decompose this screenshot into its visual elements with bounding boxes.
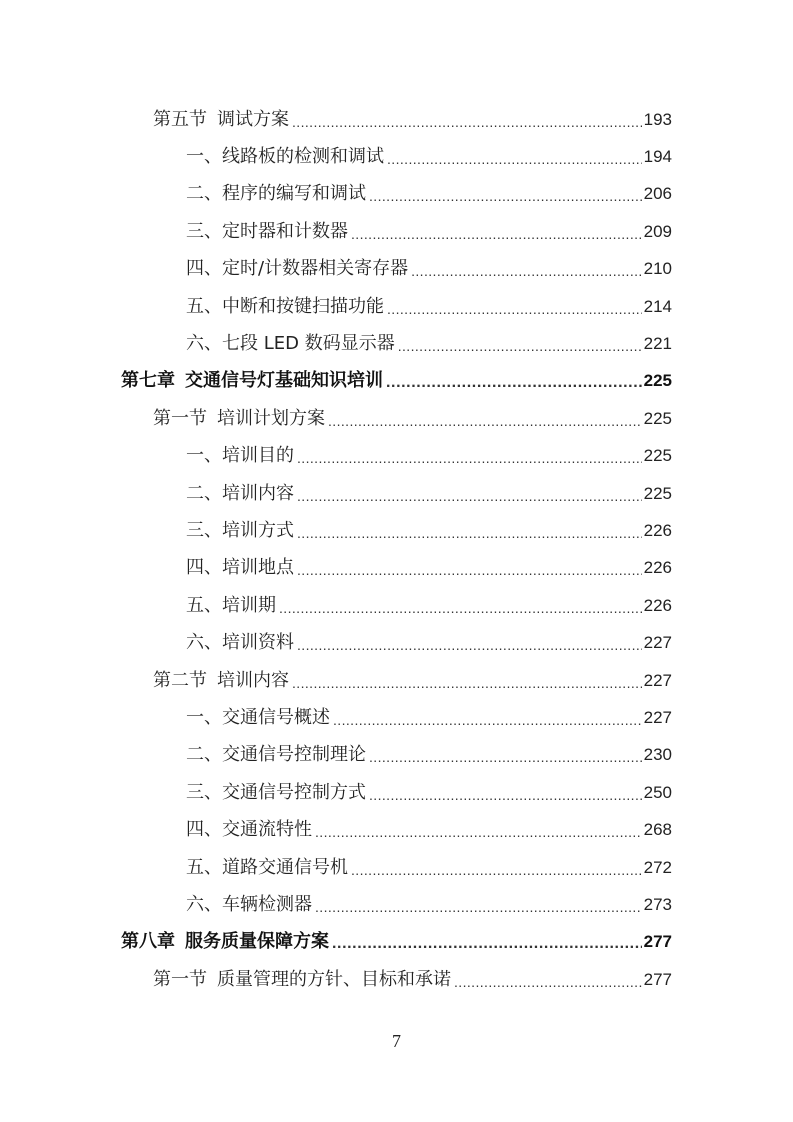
toc-dot-leader xyxy=(292,109,642,131)
toc-dot-leader xyxy=(292,670,642,692)
toc-entry-title xyxy=(186,445,294,467)
toc-entry-page: 210 xyxy=(643,259,672,279)
toc-dot-leader xyxy=(315,894,642,916)
toc-entry-text: 定时/计数器相关寄存器 xyxy=(222,258,409,280)
toc-entry-number: 第七章 xyxy=(121,370,175,392)
toc-entry-text: 培训期 xyxy=(222,594,276,616)
toc-entry-title xyxy=(186,146,384,168)
toc-entry-text: 服务质量保障方案 xyxy=(185,931,329,953)
toc-dot-leader xyxy=(387,296,642,318)
toc-dot-leader xyxy=(328,408,642,430)
toc-entry-number: 第五节 xyxy=(153,108,207,130)
toc-entry-page: 225 xyxy=(643,371,672,391)
toc-entry-page: 221 xyxy=(643,334,672,354)
toc-entry-text: 培训方式 xyxy=(222,519,294,541)
toc-dot-leader xyxy=(333,707,642,729)
toc-entry-text: 调试方案 xyxy=(217,108,289,130)
toc-entry-subsection[interactable] xyxy=(0,699,793,736)
toc-entry-number: 三、 xyxy=(186,220,222,242)
toc-entry-title xyxy=(186,296,384,318)
toc-entry-page: 227 xyxy=(643,707,672,727)
toc-entry-page: 227 xyxy=(643,670,672,690)
toc-entry-number: 六、 xyxy=(186,333,222,355)
toc-dot-leader xyxy=(279,595,642,617)
toc-entry-page: 272 xyxy=(643,857,672,877)
toc-entry-page: 226 xyxy=(643,520,672,540)
toc-entry-subsection[interactable] xyxy=(0,811,793,848)
toc-entry-page: 227 xyxy=(643,633,672,653)
toc-entry-number: 五、 xyxy=(186,856,222,878)
toc-entry-subsection[interactable] xyxy=(0,550,793,587)
toc-entry-text: 交通信号概述 xyxy=(222,706,330,728)
toc-dot-leader xyxy=(315,819,642,841)
toc-entry-title xyxy=(153,408,325,430)
toc-entry-title xyxy=(186,333,395,355)
toc-entry-page: 273 xyxy=(643,894,672,914)
toc-entry-title xyxy=(186,557,294,579)
toc-entry-title xyxy=(186,707,330,729)
toc-entry-number: 二、 xyxy=(186,482,222,504)
toc-entry-number: 三、 xyxy=(186,781,222,803)
toc-entry-title xyxy=(186,258,408,280)
toc-entry-text: 培训地点 xyxy=(222,557,294,579)
toc-entry-page: 214 xyxy=(643,296,672,316)
toc-entry-subsection[interactable] xyxy=(0,512,793,549)
toc-entry-page: 206 xyxy=(643,184,672,204)
toc-entry-number: 四、 xyxy=(186,819,222,841)
toc-entry-subsection[interactable] xyxy=(0,213,793,250)
page-number: 7 xyxy=(392,1031,401,1051)
toc-entry-title xyxy=(186,595,276,617)
toc-entry-title xyxy=(186,520,294,542)
toc-entry-number: 二、 xyxy=(186,183,222,205)
toc-entry-title xyxy=(153,969,451,991)
toc-entry-number: 四、 xyxy=(186,258,222,280)
toc-entry-title xyxy=(153,670,289,692)
toc-entry-chapter[interactable] xyxy=(0,924,793,961)
toc-entry-number: 六、 xyxy=(186,632,222,654)
toc-entry-section[interactable] xyxy=(0,961,793,998)
toc-entry-text: 程序的编写和调试 xyxy=(222,183,366,205)
toc-entry-text: 中断和按键扫描功能 xyxy=(222,295,384,317)
toc-entry-title xyxy=(186,483,294,505)
toc-entry-subsection[interactable] xyxy=(0,587,793,624)
toc-entry-text: 交通流特性 xyxy=(222,819,312,841)
toc-dot-leader xyxy=(297,557,642,579)
toc-entry-subsection[interactable] xyxy=(0,849,793,886)
toc-entry-text: 培训目的 xyxy=(222,445,294,467)
toc-dot-leader xyxy=(351,857,642,879)
toc-entry-number: 第八章 xyxy=(121,931,175,953)
toc-entry-text: 培训计划方案 xyxy=(217,407,325,429)
toc-entry-page: 226 xyxy=(643,558,672,578)
toc-entry-page: 225 xyxy=(643,446,672,466)
toc-entry-subsection[interactable] xyxy=(0,737,793,774)
toc-dot-leader xyxy=(332,931,642,953)
toc-entry-title xyxy=(186,819,312,841)
toc-entry-page: 268 xyxy=(643,820,672,840)
toc-entry-text: 交通信号控制理论 xyxy=(222,744,366,766)
toc-dot-leader xyxy=(369,183,642,205)
toc-entry-subsection[interactable] xyxy=(0,251,793,288)
toc-entry-title xyxy=(186,782,366,804)
toc-entry-text: 培训内容 xyxy=(222,482,294,504)
toc-entry-page: 250 xyxy=(643,782,672,802)
toc-entry-subsection[interactable] xyxy=(0,288,793,325)
toc-entry-number: 四、 xyxy=(186,557,222,579)
toc-entry-subsection[interactable] xyxy=(0,774,793,811)
toc-dot-leader xyxy=(398,333,642,355)
toc-entry-page: 193 xyxy=(643,109,672,129)
toc-dot-leader xyxy=(351,221,642,243)
toc-entry-text: 七段 LED 数码显示器 xyxy=(222,333,395,355)
table-of-contents xyxy=(0,101,793,998)
toc-entry-number: 五、 xyxy=(186,594,222,616)
toc-entry-subsection[interactable] xyxy=(0,176,793,213)
toc-dot-leader xyxy=(297,520,642,542)
toc-entry-number: 第一节 xyxy=(153,407,207,429)
toc-entry-subsection[interactable] xyxy=(0,138,793,175)
toc-entry-title xyxy=(186,221,348,243)
toc-dot-leader xyxy=(297,632,642,654)
toc-entry-page: 230 xyxy=(643,745,672,765)
toc-dot-leader xyxy=(387,146,642,168)
toc-entry-page: 277 xyxy=(643,932,672,952)
toc-entry-title xyxy=(186,183,366,205)
toc-dot-leader xyxy=(369,744,642,766)
toc-entry-page: 226 xyxy=(643,595,672,615)
toc-entry-number: 五、 xyxy=(186,295,222,317)
toc-entry-section[interactable] xyxy=(0,400,793,437)
toc-entry-text: 质量管理的方针、目标和承诺 xyxy=(217,968,451,990)
toc-dot-leader xyxy=(369,782,642,804)
toc-dot-leader xyxy=(454,969,642,991)
toc-entry-number: 第一节 xyxy=(153,968,207,990)
toc-entry-number: 一、 xyxy=(186,706,222,728)
toc-entry-number: 三、 xyxy=(186,519,222,541)
toc-entry-subsection[interactable] xyxy=(0,624,793,661)
toc-entry-title xyxy=(186,857,348,879)
toc-entry-title xyxy=(121,931,329,953)
toc-dot-leader xyxy=(297,483,642,505)
toc-entry-page: 225 xyxy=(643,483,672,503)
toc-entry-text: 培训资料 xyxy=(222,632,294,654)
toc-entry-page: 277 xyxy=(643,969,672,989)
toc-entry-section[interactable] xyxy=(0,101,793,138)
toc-entry-number: 第二节 xyxy=(153,669,207,691)
toc-entry-subsection[interactable] xyxy=(0,475,793,512)
toc-dot-leader xyxy=(386,370,642,392)
toc-entry-text: 线路板的检测和调试 xyxy=(222,146,384,168)
toc-entry-number: 二、 xyxy=(186,744,222,766)
toc-dot-leader xyxy=(411,258,642,280)
toc-dot-leader xyxy=(297,445,642,467)
toc-entry-title xyxy=(153,109,289,131)
toc-entry-subsection[interactable] xyxy=(0,886,793,923)
toc-entry-subsection[interactable] xyxy=(0,438,793,475)
toc-entry-text: 定时器和计数器 xyxy=(222,220,348,242)
toc-entry-text: 车辆检测器 xyxy=(222,893,312,915)
toc-entry-title xyxy=(186,744,366,766)
toc-entry-section[interactable] xyxy=(0,662,793,699)
toc-entry-title xyxy=(121,370,383,392)
toc-entry-number: 一、 xyxy=(186,146,222,168)
toc-entry-text: 交通信号灯基础知识培训 xyxy=(185,370,383,392)
toc-entry-page: 209 xyxy=(643,221,672,241)
toc-entry-text: 交通信号控制方式 xyxy=(222,781,366,803)
toc-entry-text: 道路交通信号机 xyxy=(222,856,348,878)
toc-entry-page: 225 xyxy=(643,408,672,428)
toc-entry-subsection[interactable] xyxy=(0,325,793,362)
toc-entry-title xyxy=(186,632,294,654)
toc-entry-number: 六、 xyxy=(186,893,222,915)
toc-entry-text: 培训内容 xyxy=(217,669,289,691)
toc-entry-number: 一、 xyxy=(186,445,222,467)
toc-entry-title xyxy=(186,894,312,916)
toc-entry-page: 194 xyxy=(643,147,672,167)
toc-entry-chapter[interactable] xyxy=(0,363,793,400)
